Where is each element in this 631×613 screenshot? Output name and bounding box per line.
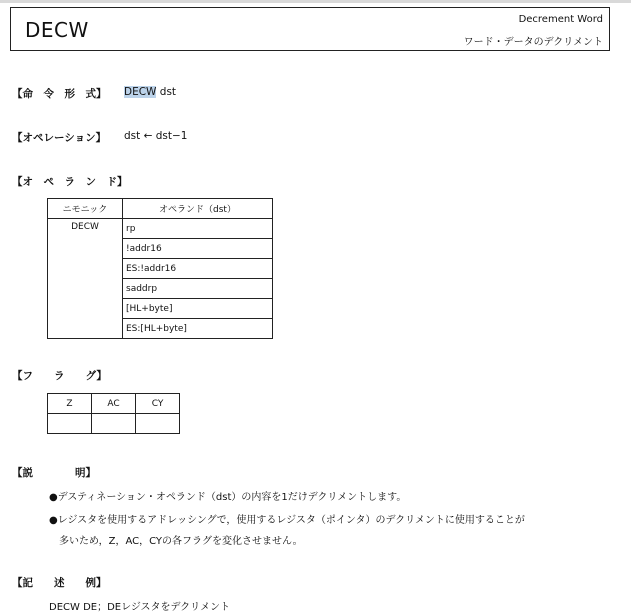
instruction-header bbox=[10, 7, 610, 51]
description-item: 多いため，Z，AC，CYの各フラグを変化させません。 bbox=[49, 536, 303, 547]
flag-header-cy: CY bbox=[136, 394, 180, 414]
operand-label: 【オ ペ ラ ン ド】 bbox=[12, 176, 128, 188]
flags-header-row bbox=[48, 394, 180, 414]
operand-cell: rp bbox=[123, 219, 273, 239]
description-item: ●レジスタを使用するアドレッシングで，使用するレジスタ（ポインタ）のデクリメントに使用することが bbox=[49, 515, 525, 526]
format-value bbox=[124, 86, 176, 98]
flag-value-cy bbox=[136, 414, 180, 434]
operand-cell: !addr16 bbox=[123, 239, 273, 259]
flag-value-ac bbox=[92, 414, 136, 434]
instruction-name-jp: ワード・データのデクリメント bbox=[463, 37, 603, 48]
operation-label: 【オペレーション】 bbox=[12, 132, 107, 144]
operand-table-mnemonic: DECW bbox=[48, 219, 123, 339]
top-rule bbox=[0, 0, 631, 3]
description-item: ●デスティネーション・オペランド（dst）の内容を1だけデクリメントします。 bbox=[49, 492, 407, 503]
flags-value-row bbox=[48, 414, 180, 434]
operand-cell: [HL+byte] bbox=[123, 299, 273, 319]
instruction-name-en: Decrement Word bbox=[518, 14, 603, 25]
flags-table bbox=[47, 393, 180, 434]
operand-table-header-row bbox=[48, 199, 273, 219]
flag-value-z bbox=[48, 414, 92, 434]
format-mnemonic: DECW bbox=[124, 86, 157, 98]
format-label: 【命 令 形 式】 bbox=[12, 88, 107, 100]
format-operand: dst bbox=[159, 86, 177, 98]
instruction-title: DECW bbox=[25, 18, 89, 42]
operand-table-header-operand: オペランド（dst） bbox=[123, 199, 273, 219]
example-label: 【記 述 例】 bbox=[12, 577, 107, 589]
operand-cell: ES:!addr16 bbox=[123, 259, 273, 279]
example-text: DECW DE；DEレジスタをデクリメント bbox=[49, 602, 230, 613]
table-row bbox=[48, 219, 273, 239]
operand-cell: ES:[HL+byte] bbox=[123, 319, 273, 339]
flags-label: 【フ ラ グ】 bbox=[12, 370, 107, 382]
operation-expression: dst ← dst−1 bbox=[124, 130, 188, 142]
description-label: 【説 明】 bbox=[12, 467, 96, 479]
operand-cell: saddrp bbox=[123, 279, 273, 299]
flag-header-z: Z bbox=[48, 394, 92, 414]
flag-header-ac: AC bbox=[92, 394, 136, 414]
operand-table-header-mnemonic: ニモニック bbox=[48, 199, 123, 219]
operand-table bbox=[47, 198, 273, 339]
